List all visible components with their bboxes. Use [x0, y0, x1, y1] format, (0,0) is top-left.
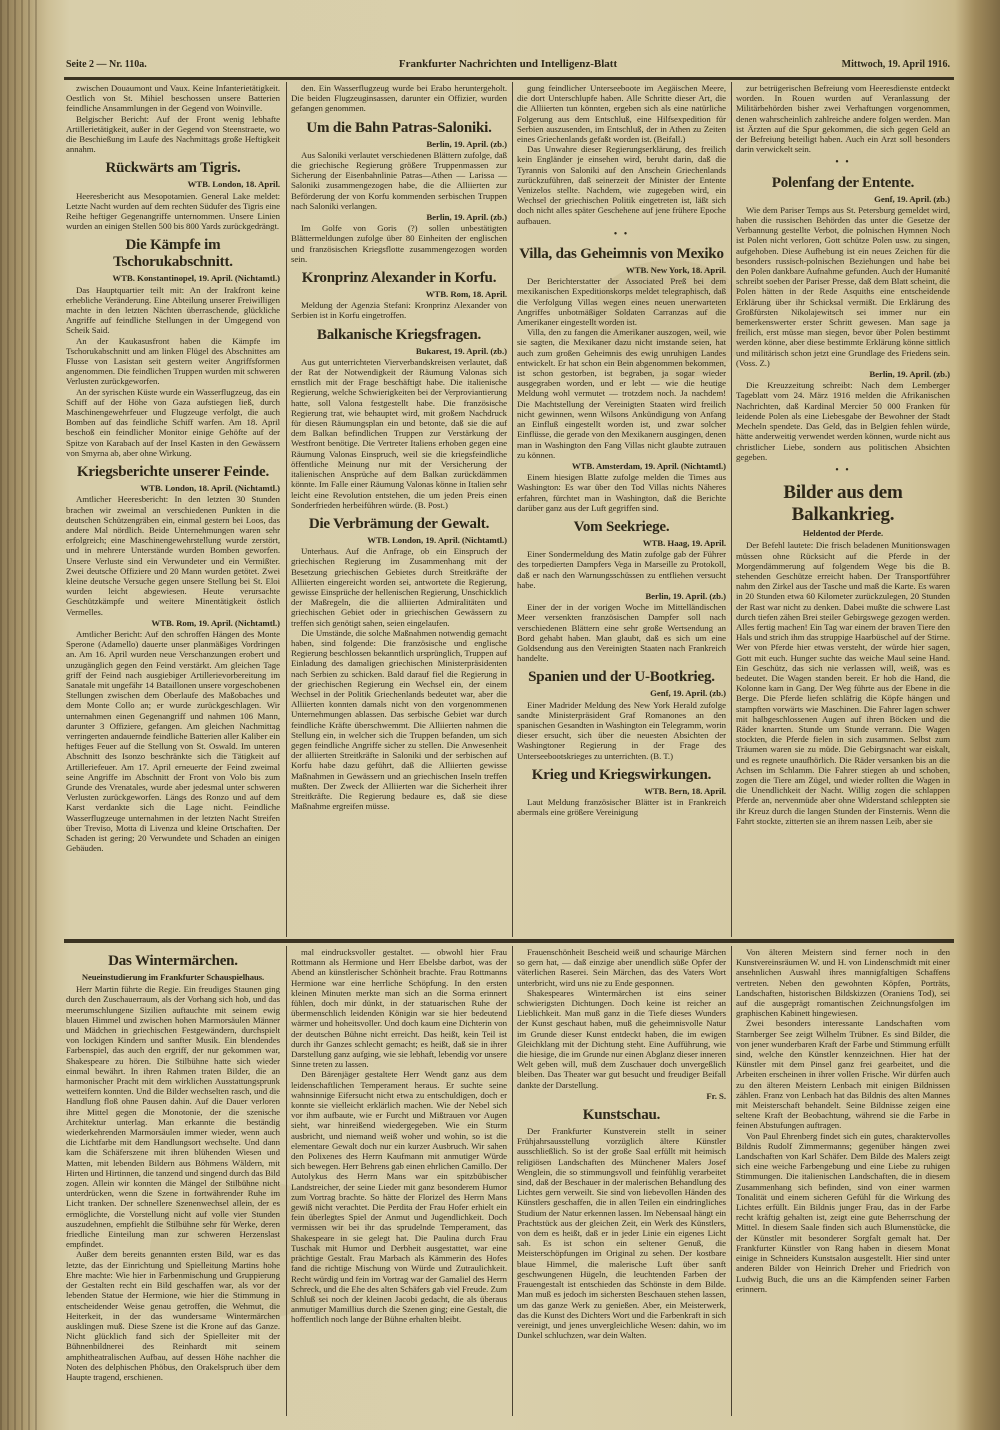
column-rule — [286, 82, 287, 937]
headline: Die Kämpfe im Tschorukabschnitt. — [113, 237, 233, 271]
paragraph: Laut Meldung französischer Blätter ist in Frankreich abermals eine größere Vereinigung — [517, 796, 726, 818]
dateline: Berlin, 19. April. (zb.) — [426, 138, 507, 149]
headline: Balkanische Kriegsfragen. — [316, 326, 482, 343]
paragraph: zur betrügerischen Befreiung vom Heeresdienste entdeckt worden. In Rouen wurden auf Veranlassung der Militärbehörden bisher zwei Verhaftungen vorgenommen, denen wahrscheinlich zahlreiche andere folgen werden. Man ist Ärzten auf die Spur gekommen, die sich gegen Geld an der Befreiung beteiligt haben. Auch ein Arzt soll besonders darin verwickelt sein. — [736, 83, 950, 155]
paragraph: Von älteren Meistern sind ferner noch in den Kunstvereinsräumen W. und H. von Lindenschmidt mit einer ansehnlichen Auswahl ihres mannigfaltigen Schaffens vertreten. Neben den gewohnten Köpfen, Porträts, Landschaften, historischen Bildskizzen (Oraniens Tod), sei auf die ausgeprägt romantischen Zeichnungsfolgen im graphischen Kabinett hingewiesen. — [736, 947, 950, 1019]
headline: Rückwärts am Tigris. — [105, 160, 241, 177]
article-column — [66, 947, 280, 1382]
dateline: Genf, 19. April. (zb.) — [874, 193, 950, 204]
column-rule — [731, 946, 732, 1416]
page-header — [66, 56, 950, 76]
article-column — [736, 83, 950, 826]
paragraph: Aus gut unterrichteten Vierverbandskreisen verlautet, daß der Rat der Notwendigkeit der Räumung Valonas sich ernstlich mit der Frage beschäftigt habe. Die italienische Regierung, welche Schwierigkeiten bei der Verproviantierung hatte, soll Valona festgestellt habe. Die französische Regierung trat, wie behauptet wird, mit großem Nachdruck für diesen Räumungsplan ein und betonte, daß sie die auf dem Balkan befindlichen Truppen zur Verstärkung der Westfront benötige. Die Vertreter Italiens erhoben gegen eine Räumung Valonas Einspruch, weil sie die kriegsfeindliche öffentliche Meinung nur mit der Versicherung der italienischen Ansprüche auf dem Balkan zurückdämmen könnte. Im Falle einer Räumung Valonas könne in Italien sehr leicht eine Revolution entstehen, die um jeden Preis einen Sonderfrieden herbeiführen würde. (B. Post.) — [291, 356, 507, 510]
headline: Kronprinz Alexander in Korfu. — [301, 270, 497, 287]
dateline: WTB. London, 18. April. — [187, 179, 280, 190]
dateline: WTB. Konstantinopel, 19. April. (Nichtamtl.) — [112, 273, 280, 284]
paragraph: Einer der in der vorigen Woche im Mittelländischen Meer versenkten französischen Dampfer soll nach verschiedenen Blättern eine sehr große Wertsendung an Bord gehabt haben. Man glaubt, daß es sich um eine Goldsendung aus den Vereinigten Staaten nach Frankreich handelte. — [517, 602, 726, 664]
paragraph: Den Bärenjäger gestaltete Herr Wendt ganz aus dem leidenschaftlichen Temperament heraus. Er suchte seine wahnsinnige Eifersucht nicht etwa zu entschuldigen, doch er konnte sie vielleicht erklärlich machen. Wie der Nebel sich vor ihm aufbaute, wie er Furcht und Mißtrauen vor Augen sieht, war hinreißend wiedergegeben. Wie ein Sturm ausbricht, und niemand weiß woher und wohin, so ist die elementare Gewalt doch nur ein kurzer Ausbruch. Wir sahen den Polixenes des Herrn Kaufmann mit anmutiger Würde sich bewegen. Herr Behrens gab einen ehrlichen Camillo. Der Autolykus des Herrn Mans war ein spitzbübischer Landstreicher, der seine Lieder mit ganz besonderem Humor zum Vortrag brachte. So hätte der Florizel des Herrn Mans gewiß nicht verachtet. Die Perdita der Frau Hofer erhielt ein fein überlegtes Spiel der Anmut und Jugendlichkeit. Doch vermissen wir bei ihr das sprudelnde Temperament, das Shakespeare in sie gelegt hat. Die Paulina durch Frau Tuschak mit Humor und Derbheit ausgestattet, war eine prächtige Gestalt. Frau Marbach als Kämmerin des Hofes fand die richtige Mischung von Würde und Zutraulichkeit. Recht würdig und fein im Vortrag war der Gamaliel des Herrn Schreck, und die Ehe des alten Schäfers gab viel Freude. Zum Schluß sei noch der kleinen Jacobi gedacht, die als überaus anmutiger Mamillius durch die Szenen ging; eine Gestalt, die hoffentlich noch lange der Bühne erhalten bleibt. — [291, 1069, 507, 1325]
paragraph: Meldung der Agenzia Stefani: Kronprinz Alexander von Serbien ist in Korfu eingetroffen. — [291, 300, 507, 321]
binding-edge — [0, 0, 40, 1430]
dateline: WTB. New York, 18. April. — [625, 265, 726, 276]
headline: Kunstschau. — [582, 1107, 661, 1124]
paragraph: zwischen Douaumont und Vaux. Keine Infanterietätigkeit. Oestlich von St. Mihiel beschossen unsere Batterien feindliche Ansammlungen in der Gegend von Woinville. — [66, 83, 280, 114]
paragraph: Shakespeares Wintermärchen ist eins seiner schwierigsten Dichtungen. Doch keine ist reicher an Lieblichkeit. Man muß ganz in die Tiefe dieses Wunders der Kunst geschaut haben, muß die geheimnisvolle Natur im Grunde dieser Kunst entdeckt haben, die im ewigen Gleichklang mit der Dichtung steht. Eine Aufführung, wie die hiesige, die im Grunde nur einen Abglanz dieser inneren Welt geben will, muß dem Zuschauer doch unvergeßlich bleiben. Das Theater war gut besucht und freudiger Beifall dankte der Darstellung. — [517, 987, 726, 1090]
dateline: WTB. London, 19. April. (Nichtamtl.) — [367, 534, 507, 545]
dateline: WTB. Rom, 19. April. (Nichtamtl.) — [151, 617, 280, 628]
dateline: Berlin, 19. April. (zb.) — [869, 369, 950, 380]
headline: Polenfang der Entente. — [771, 174, 915, 191]
header-rule — [64, 77, 954, 80]
paragraph: Belgischer Bericht: Auf der Front wenig lebhafte Artillerietätigkeit, außer in der Gegend von Steenstraete, wo die Beschießung im Laufe des Nachmittags große Heftigkeit annahm. — [66, 113, 280, 155]
headline: Vom Seekriege. — [573, 518, 670, 535]
paragraph: mal eindrucksvoller gestaltet. — obwohl hier Frau Rottmann als Hermione und Herr Ebelsbe darbot, was der Abend an künstlerischer Schönheit brachte. Frau Rottmanns Hermione war eine herrliche Schöpfung. In den ersten kleinen Minuten merkte man sich an die Sorma erinnert fühlen, doch mir dünkt, in der statuarischen Ruhe der übermenschlich leidenden Königin war sie hier bedeutend wärmer und hoheitsvoller. Und doch kaum eine Dichterin von der deutschen Bühne nicht erreicht. Das heißt, kein Teil ist durch ihr Ganzes schlecht gemacht; es heißt, daß sie in ihrer Darstellung ganz aufging, wie sie lebhaft, lebendig vor unsere Sinne treten zu lassen. — [291, 947, 507, 1070]
paragraph: Zwei besonders interessante Landschaften vom Starnberger See zeigt Wilhelm Trübner. Es sind Bilder, die von jener wunderbaren Kraft der Farbe und Stimmung erfüllt sind, welche den Künstler kennzeichnen. Hier hat der Künstler mit dem Pinsel ganz frei gearbeitet, und die Arbeiten erscheinen in ihrer vollen Frische. Wir dürfen auch zu den älteren Meistern Lenbach mit einigen Bildnissen zählen. Franz von Lenbach hat das Bildnis des alten Mannes mit Meisterschaft behandelt. Seine Bildnisse zeigen eine seltene Kraft der Beobachtung, während sie die Farbe in feinen Abstufungen auftragen. — [736, 1018, 950, 1131]
separator-stars: • • — [835, 464, 851, 476]
paragraph: Die Umstände, die solche Maßnahmen notwendig gemacht haben, sind folgende: Die französische und englische Regierung beschlossen bekanntlich ursprünglich, Truppen auf Einladung des damaligen griechischen Ministerpräsidenten nach Serbien zu schicken. Bald darauf fiel die Regierung in der griechischen Regierung ein Wechsel ein, der einem Wechsel in der Politik Griechenlands bedeutet war, aber die Alliierten konnten damals nicht von den vorgenommenen Unternehmungen ablassen. Das serbische Gebiet war durch feindliche Kräfte überschwemmt. Die Alliierten nahmen die Stellung ein, in welcher sich die Truppen befanden, um sich gegen feindliche Angriffe sicher zu stellen. Die Anwesenheit der alliierten Streitkräfte in Saloniki und der serbischen auf Korfu habe dazu geführt, daß die Alliierten gewisse Maßnahmen in Gewässern und an griechischen Inseln treffen mußten. Der Zweck der Alliierten war die Sicherheit ihrer Streitkräfte. Die Regierung bedaure es, daß sie diese Maßnahme ergreifen müsse. — [291, 627, 507, 812]
paragraph: Unterhaus. Auf die Anfrage, ob ein Einspruch der griechischen Regierung im Zusammenhang mit der Besetzung griechischen Gebietes durch Streitkräfte der Alliierten eingereicht worden sei, antwortete die Regierung, gewisse Einsprüche der hellenischen Regierung, Unschicklich der Maßregeln, die die alliierten Admiralitäten und griechischen Gebiet oder in griechischen Gewässern zu treffen sich genötigt sahen, seien eingelaufen. — [291, 546, 507, 628]
dateline: WTB. Rom, 18. April. — [425, 289, 507, 300]
headline: Bilder aus dem Balkankrieg. — [783, 482, 903, 526]
article-column — [517, 947, 726, 1340]
article-column — [736, 947, 950, 1294]
dateline: Genf, 19. April. (zb.) — [650, 688, 726, 699]
paragraph: Heeresbericht aus Mesopotamien. General Lake meldet: Letzte Nacht wurden auf dem rechten Südufer des Tigris eine Reihe heftiger Gegenangriffe unternommen. Unsere Linien wurden an einigen Stellen 500 bis 800 Yards zurückgedrängt. — [66, 190, 280, 232]
column-rule — [731, 82, 732, 937]
paragraph: Einem hiesigen Blatte zufolge melden die Times aus Washington: Es war über den Tod Villas nichts Näheres erfahren, fürchtet man in Washington, daß die Berichte darüber ganz aus der Luft gegriffen sind. — [517, 472, 726, 513]
paragraph: Das Hauptquartier teilt mit: An der Irakfront keine erhebliche Veränderung. Eine Abteilung unserer Freiwilligen machte in den letzten Nächten überraschende, glückliche Angriffe auf feindliche Stellungen in der Umgegend von Scheik Said. — [66, 284, 280, 336]
dateline: WTB. Haag, 19. April. — [642, 537, 726, 548]
article-column — [291, 83, 507, 811]
dateline: Berlin, 19. April. (zb.) — [645, 590, 726, 601]
paragraph: Das Unwahre dieser Regierungserklärung, des freilich kein Engländer je einsehen wird, beruht darin, daß die Tyrannis von Saloniki auf den Anschein Griechenlands zurückzuführen, daß seinerzeit der Minister der Entente Venizelos stellte. Nachdem, wie zugegeben wird, ein Wechsel der griechischen Politik eingetreten ist, läßt sich doch nicht alles später Geschehene auf jene frühere Epoche aufbauen. — [517, 144, 726, 226]
paragraph: Amtlicher Bericht: Auf den schroffen Hängen des Monte Sperone (Adamello) dauerte unser planmäßiges Vordringen an. Am 16. April wurden neue Verschanzungen erobert und unzugänglich gegen den Feind verstärkt. Am gleichen Tage griff der Feind nach ausgiebiger Artillerievorbereitung im Sanatale mit ungefähr 14 Bataillonen unsere vorgeschobenen Stellungen zwischen dem Oberlaufe des Maßobaches und dem Monte Collo an; er wurde zurückgeschlagen. Wir unternahmen einen Gegenangriff und nahmen 106 Mann, darunter 3 Offiziere, gefangen. Am gleichen Nachmittag verringerten andauernde feindliche Batterien aller Kaliber ein heftiges Feuer auf die Stellung von St. Oswald. Im unteren Abschnitt des Isonzo beschränkte sich die Tätigkeit auf Artilleriefeuer. Am 17. April erneuerte der Feind zweimal seine Angriffe im Abschnitt der Front von Volo bis zum Grunde des Vrenatales, wurde aber jedesmal unter schweren Verlusten zurückgeworfen. Längs des Ronzo und auf dem Karst verdankte sich die Lage nicht. Feindliche Wasserflugzeuge unternahmen in der letzten Nacht Streifen über Treviso, Motta di Livenza und kleine Ortschaften. Der Schaden ist gering; 20 Verwundete und Schaden an einigen Gebäuden. — [66, 628, 280, 854]
issue-date: Mittwoch, 19. April 1916. — [841, 59, 950, 70]
article-column — [517, 83, 726, 817]
paragraph: Villa, den zu fangen die Amerikaner auszogen, weil, wie sie sagten, die Mexikaner dazu nicht imstande seien, hat auch zum großen Geheimnis des ewig unruhigen Landes entwickelt. Er hat schon ein Bein abgenommen bekommen, ist schon gestorben, ist begraben, ja sogar wieder ausgegraben worden, und er lebt — wie die heutige Meldung wohl vermutet — trotzdem noch. Ja nachdem! Die Machtstellung der Vereinigten Staaten wird freilich nicht gewinnen, wenn Wilsons Ankündigung von Anfang an Einfluß eingestellt worden ist, und zwar solcher Einflüsse, die gerade von den Mexikanern ausgingen, denen man in Washington den Fang Villas nicht glaubte zutrauen zu können. — [517, 327, 726, 460]
paragraph: Im Golfe von Goris (?) sollen unbestätigten Blättermeldungen zufolge über 80 Einheiten der englischen und französischen Kriegsflotte zusammengezogen worden sein. — [291, 223, 507, 264]
paragraph: Amtlicher Heeresbericht: In den letzten 30 Stunden brachen wir zweimal an verschiedenen Punkten in die deutschen Schützengräben ein, einmal gestern bei Loos, das andere Mal nördlich. Beide Unternehmungen waren sehr erfolgreich; eine Maschinengewehrstellung wurde zerstört, und in mehrere Unterstände wurden Bomben geworfen. Unsere Verluste sind ein Verwundeter und ein Vermißter. Zwei deutsche Offiziere und 20 Mann wurden getötet. Zwei kleine deutsche Versuche gegen unsere Stellung bei St. Eloi wurden leicht abgewiesen. Heute verursachte Geschützkämpfe und weitere Minentätigkeit östlich Vermelles. — [66, 494, 280, 617]
subheadline: Heldentod der Pferde. — [802, 528, 884, 539]
column-rule — [512, 82, 513, 937]
page-number: Seite 2 — Nr. 110a. — [66, 59, 147, 70]
dateline: WTB. Bern, 18. April. — [644, 785, 726, 796]
section-divider — [64, 939, 954, 943]
paragraph: Aus Saloniki verlautet verschiedenen Blättern zufolge, daß die griechische Regierung größere Truppenmassen zur Sicherung der Eisenbahnlinie Patras—Athen — Larissa — Saloniki zusammengezogen habe, die die Alliierten zur Beförderung der von Korfu kommenden serbischen Truppen nach Saloniki verlangen. — [291, 149, 507, 211]
dateline: WTB. Amsterdam, 19. April. (Nichtamtl.) — [571, 460, 726, 471]
headline: Villa, das Geheimnis von Mexiko — [519, 246, 724, 263]
paragraph: Außer dem bereits genannten ersten Bild, war es das letzte, das der Einrichtung und Spielleitung Martins hohe Ehre machte: Wie hier in Farbenmischung und Gruppierung der Gestalten recht ein Bild geschaffen war, als vor der lebenden Statue der Hermione, wie hier die Stimmung in entscheidender Weise genau getroffen, die Wehmut, die Heiterkeit, in der das wundersame Wintermärchen ausklingen muß. Diese Szene ist die Krone auf das Ganze. Nicht glücklich fand sich der Spielleiter mit der Bühnenbildnerei des Reinhardt mit seinem amphitheatralischen Aufbau, auf dessen Höhe nachher die Noten des delphischen Phöbus, den Orakelspruch über dem Haupte tragend, erschienen. — [66, 1249, 280, 1382]
headline: Das Wintermärchen. — [108, 953, 238, 969]
paragraph: Frauenschönheit Bescheid weiß und schaurige Märchen so gern hat, — daß einzige aber unendlich süße Opfer der väterlichen Raserei. Sein Märchen, das des Vaters Wort unterbricht, wird uns nie zu Ende gesponnen. — [517, 947, 726, 988]
headline: Die Verbrämung der Gewalt. — [308, 515, 490, 532]
paragraph: Einer Madrider Meldung des New York Herald zufolge sandte Ministerpräsident Graf Romanones an den spanischen Gesandten in Washington ein Telegramm, worin dieser ersucht, sich über die neuesten Absichten der Washingtoner Regierung in der Frage des Unterseebootskrieges zu unterrichten. (B. T.) — [517, 699, 726, 761]
paragraph: Der Befehl lautete: Die frisch beladenen Munitionswagen müssen ohne Rücksicht auf die Pferde in der Morgendämmerung auf folgendem Wege bis die B. stehenden Geschütze erreicht haben. Der Transportführer nahm den Zirkel aus der Tasche und maß die Karte. Es waren in 20 Stunden etwa 60 Kilometer zurückzulegen, 20 Stunden der Rast war nicht zu denken. Dabei mußte die schwere Last durch tiefen zähen Brei steiler Gebirgswege gezogen werden. Alles fertig machen! Ein Tag war einem der braven Tiere den Hals und strich ihm das struppige Haarbüschel auf der Stirne. Wer von Pferde hier etwas versteht, der würde hier sagen, Gott mit euch. Hunger suchte das weiche Maul seine Hand. Ein Geschütz, das sich nie verlassen will, weiß, was es bedeutet. Die Wagen standen bereit. Er hob die Hand, die Kolonne kam in Gang. Der Weg führte aus der Ebene in die Berge. Die Pferde liefen schläfrig die Köpfe hängen und stampften vorwärts wie Maschinen. Die Fahrer lagen schwer mit halbgeschlossenen Augen auf ihren Böcken und die Räder knarrten. Stunde um Stunde verrann. Die Wagen stockten, die Pferde fielen in sich zusammen. Selbst zum Träumen waren sie zu müde. Die Gebirgsnacht war eiskalt, und es regnete unaufhörlich. Die Räder versanken bis an die Achsen im Schlamm. Die Fahrer stiegen ab und schoben, zogen die Tiere am Zügel, und wieder rollten die Wagen in die Unendlichkeit der Nacht. Willig zogen die schlappen Pferde an, nervenmüde aber ohne Widerstand schleppten sie ihr Kreuz durch die langen Stunden der Finsternis. Wenn die Fahrt stockte, zitterten sie an ihrem nassen Leib, aber sie — [736, 540, 950, 826]
separator-stars: • • — [613, 228, 630, 240]
masthead: Frankfurter Nachrichten und Intelligenz-Blatt — [398, 58, 618, 70]
separator-stars: • • — [835, 157, 851, 169]
dateline: Berlin, 19. April. (zb.) — [426, 212, 507, 223]
paragraph: An der syrischen Küste wurde ein Wasserflugzeug, das ein Schiff auf der Höhe von Gaza aufstiegen ließ, durch Maschinengewehrfeuer und Flugzeuge verfolgt, die auch Bomben auf das feindliche Schiff warfen. Am 18. April beschoß ein feindlicher Monitor einige Gehöfte auf der Spitze von Karabach auf der Insel Kasten in den Gewässern von Smyrna ab, aber ohne Wirkung. — [66, 386, 280, 458]
paragraph: An der Kaukasusfront haben die Kämpfe im Tschorukabschnitt und am linken Flügel des Abschnittes am Flusse von Lasistan seit gestern weiter Angriffsformen angenommen. Die feindlichen Truppen wurden mit schweren Verlusten zurückgeworfen. — [66, 335, 280, 387]
column-rule — [512, 946, 513, 1416]
paragraph: Von Paul Ehrenberg findet sich ein gutes, charaktervolles Bildnis Rudolf Zimmermanns; gegenüber hängen zwei Landschaften von Karl Schäfer. Dem Bilde des Malers zeigt sich eine weiche Farbengebung und eine Liebe zu ruhigen Stimmungen. Die italienischen Landschaften, die in diesem Zusammenhang sich befinden, sind von einer warmen Tonalität und einem sicheren Gefühl für die Wirkung des Lichtes erfüllt. Ein Bildnis junger Frau, das in der Farbe recht kräftig gehalten ist, zeigt eine gute Beherrschung der Mittel. In diesem Saale finden sich auch Blumenstücke, die der Künstler mit besonderer Sorgfalt gemalt hat. Der Frankfurter Künstler von Rang haben in diesem Monat einige in Schneiders Kunstsalon ausgestellt. Hier sind unter anderen Bilder von Heinrich Dreher und Friedrich von Ludwig Buch, die uns an die Kämpfenden seiner Farben erinnern. — [736, 1130, 950, 1294]
paragraph: Der Frankfurter Kunstverein stellt in seiner Frühjahrsausstellung vorzüglich ältere Künstler ausschließlich. So ist der große Saal erfüllt mit heimisch religiösen Landschaften des Münchener Malers Josef Wenglein, die so stimmungsvoll und feinfühlig verarbeitet sind, daß der Beschauer in der malerischen Behandlung des Lichtes gern verweilt. Sie sind von liebevollen Händen des Künstlers geschaffen, die in allen Teilen ein eindringliches Studium der Natur erkennen lassen. Im Nebensaal hängt ein Prachtstück aus der gleichen Zeit, ein Werk des Künstlers, von dem es heißt, daß er in jeder Linie ein eigenes Licht sah. Es ist schon ein seltener Genuß, die Meisterschöpfungen im Original zu sehen. Der kostbare blaue Himmel, die malerische Luft über sanft geschwungenen Hügeln, die leuchtenden Farben der Frauengestalt ist entschieden das Schönste in dem Bilde. Man muß es jedoch im sichersten Beschauen stehen lassen, um das ganze Werk zu genießen. Aber, ein Meisterwerk, das die Kunst des Dichters Wort und die Farbenkraft in sich vereinigt, und jenes unvergleichliche Wesen: dahin, wo im Dunkel schluchzen, war dein Walten. — [517, 1126, 726, 1341]
article-column — [291, 947, 507, 1325]
dateline: Fr. S. — [706, 1090, 726, 1101]
subheadline: Neueinstudierung im Frankfurter Schauspielhaus. — [81, 972, 265, 982]
paragraph: den. Ein Wasserflugzeug wurde bei Erabo heruntergeholt. Die beiden Flugzeuginsassen, darunter ein Offizier, wurden gefangen genommen. — [291, 83, 507, 114]
paragraph: Der Berichterstatter der Associated Preß bei dem mexikanischen Expeditionskorps meldet telegraphisch, daß die Verfolgung Villas wegen eines neuen unerwarteten Angriffes unbotmäßiger Soldaten Carranzas auf die Amerikaner eingestellt worden ist. — [517, 276, 726, 328]
headline: Um die Bahn Patras-Saloniki. — [306, 119, 492, 136]
article-column — [66, 83, 280, 853]
headline: Kriegsberichte unserer Feinde. — [76, 464, 270, 481]
paragraph: Herr Martin führte die Regie. Ein freudiges Staunen ging durch den Zuschauerraum, als der Vorhang sich hob, und das meerumschlungene Sizilien auftauchte mit seinem ewig blauen Himmel und zwischen hohen Marmorsäulen Männer und Mädchen in griechischen Festgewändern, durchspielt von lockigen Kindern und sanfter Musik. Ein blendendes Farbenspiel, das auch den ergriff, der nur gekommen war, Shakespeare zu hören. Die Stilbühne hatte sich wieder einmal bewährt. In ihren Rahmen traten Bilder, die an harmonischer Pracht mit dem wirklichen Ausstattungsprunk wetteifern konnten. Und die Bilder wechselten rasch, und die Handlung floß ohne Pausen dahin. Auf die Dauer verloren ihre Mittel gegen die Monotonie, der die szenische Architektur unterlag. Man erkannte die beständig wiederkehrenden Marmorsäulen immer wieder, wenn auch die Lichtfarbe mit dem Handlungsort wechselte. Und dann kam die Schäferszene mit ihren blühenden Wiesen und Matten, mit lebenden Bildern aus Böhmens Wäldern, mit Hirten und Hirtinnen, die tanzend und singend durch das Bild zogen. Allein wir konnten die Mängel der Stilbühne nicht unterdrücken, wenn die Szene in fortwährender Ruhe im Licht tranken. Der schnellere Szenenwechsel allein, der es ermöglichte, die Vorstellung nicht auf volle vier Stunden auszudehnen, empfiehlt die Stilbühne sehr für Werke, deren friedliche Einteilung man zur schweren Herzenslast empfindet. — [66, 984, 280, 1250]
column-rule — [286, 946, 287, 1416]
paragraph: gung feindlicher Unterseeboote im Aegäischen Meere, die dort Unterschlupfe haben. Alle Schritte dieser Art, die die Alliierten tun könnten, ergeben sich als eine natürliche Folgerung aus dem Entschluß, eine Hilfsexpedition für Serbien auszusenden, im Entschluß, der in Athen zu Zeiten eines Griechenlands gefaßt worden ist. (Beifall.) — [517, 83, 726, 145]
dateline: WTB. London, 18. April. (Nichtamtl.) — [140, 483, 280, 494]
headline: Spanien und der U-Bootkrieg. — [528, 669, 715, 686]
paragraph: Einer Sondermeldung des Matin zufolge gab der Führer des torpedierten Dampfers Vega in Marseille zu Protokoll, daß er nach den Warnungsschüssen zu entfliehen versucht habe. — [517, 549, 726, 590]
headline: Krieg und Kriegswirkungen. — [531, 766, 712, 783]
paragraph: Wie dem Pariser Temps aus St. Petersburg gemeldet wird, haben die russischen Behörden das unter die Gesetze der Verbannung gestellte Verbot, die polnischen Hymnen Noch ist Polen nicht verloren, Gott schütze Polen usw. zu singen, aufgehoben. Diese Aufhebung ist ein neues Zeichen für die besonders russisch-polnischen Beziehungen und habe bei den Polen dankbare Aufnahme gefunden. Auch der Humanité schreibt soeben der Pariser Presse, daß dem Blatt scheint, die Polen hätten in der Rede Asquiths eine entscheidende Erklärung über ihr Schicksal vermißt. Die Erklärung des Großfürsten Nikolajewitsch sei immer nur ein bemerkenswerter erster Schritt gewesen. Man sage ja freilich, erst müsse man siegen, bevor über Polen bestimmt werden könne, aber diese bestimmte Erklärung könne sittlich und militärisch schon jetzt eine Grundlage des Friedens sein. (Voss. Z.) — [736, 204, 950, 368]
dateline: Bukarest, 19. April. (zb.) — [415, 345, 507, 356]
paragraph: Die Kreuzzeitung schreibt: Nach dem Lemberger Tageblatt vom 24. März 1916 melden die Afrikanischen Nachrichten, daß Kardinal Mercier 50 000 Franken für leidende Polen als eine Liebesgabe der Bewohner der Stadt Mecheln spendete. Das Geld, das in Belgien fehlen würde, hätte anderweitig verwendet werden können, wurde nicht aus christlicher Liebe, sondern aus politischen Absichten gegeben. — [736, 380, 950, 462]
